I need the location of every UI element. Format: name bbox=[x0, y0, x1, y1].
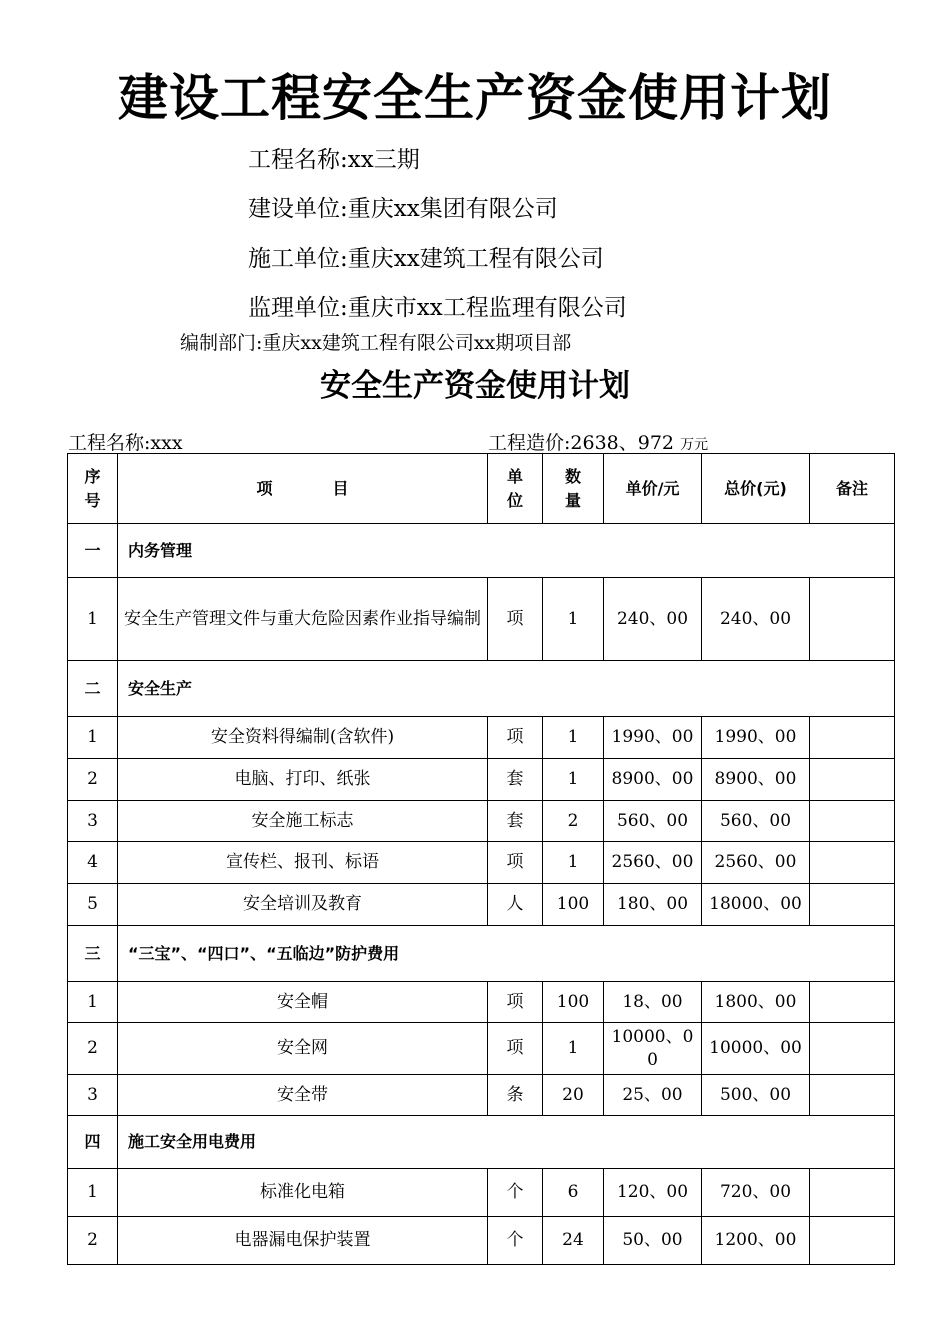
cell-seq: 2 bbox=[68, 759, 118, 801]
cell-price: 180、00 bbox=[604, 884, 702, 926]
section-row bbox=[68, 524, 895, 578]
cell-total: 1800、00 bbox=[702, 982, 810, 1023]
cell-price: 240、00 bbox=[604, 578, 702, 661]
table-row bbox=[68, 1023, 895, 1075]
cell-qty: 1 bbox=[543, 842, 604, 884]
table-project-cost bbox=[488, 428, 708, 455]
cell-unit: 个 bbox=[488, 1217, 543, 1265]
cell-unit: 套 bbox=[488, 801, 543, 842]
cell-seq: 5 bbox=[68, 884, 118, 926]
cell-price: 560、00 bbox=[604, 801, 702, 842]
cell-item: 安全带 bbox=[118, 1075, 488, 1116]
cell-price: 10000、00 bbox=[604, 1023, 702, 1075]
header-total: 总价(元) bbox=[702, 454, 810, 524]
cell-note bbox=[810, 1217, 895, 1265]
cell-unit: 项 bbox=[488, 578, 543, 661]
table-row bbox=[68, 1217, 895, 1265]
cell-total: 10000、00 bbox=[702, 1023, 810, 1075]
info-supervisor: 监理单位:重庆市xx工程监理有限公司 bbox=[248, 295, 627, 321]
section-row bbox=[68, 661, 895, 717]
cell-item: 电器漏电保护装置 bbox=[118, 1217, 488, 1265]
header-unit: 单 位 bbox=[488, 454, 543, 524]
section-name: 安全生产 bbox=[118, 661, 895, 717]
cell-seq: 1 bbox=[68, 717, 118, 759]
cell-note bbox=[810, 1023, 895, 1075]
header-qty: 数 量 bbox=[543, 454, 604, 524]
cell-item: 标准化电箱 bbox=[118, 1169, 488, 1217]
section-name: 内务管理 bbox=[118, 524, 895, 578]
table-row bbox=[68, 982, 895, 1023]
main-title: 建设工程安全生产资金使用计划 bbox=[118, 69, 832, 127]
cell-price: 8900、00 bbox=[604, 759, 702, 801]
sub-title: 安全生产资金使用计划 bbox=[320, 368, 630, 404]
header-item: 项 目 bbox=[118, 454, 488, 524]
cell-qty: 1 bbox=[543, 759, 604, 801]
header-seq: 序 号 bbox=[68, 454, 118, 524]
cell-total: 1990、00 bbox=[702, 717, 810, 759]
table-row bbox=[68, 759, 895, 801]
cell-total: 1200、00 bbox=[702, 1217, 810, 1265]
project-cost-value: 工程造价:2638、972 bbox=[488, 432, 675, 454]
cell-note bbox=[810, 578, 895, 661]
cell-unit: 条 bbox=[488, 1075, 543, 1116]
section-number: 四 bbox=[68, 1116, 118, 1169]
table-header-row bbox=[68, 454, 895, 524]
cell-unit: 项 bbox=[488, 1023, 543, 1075]
department-line: 编制部门:重庆xx建筑工程有限公司xx期项目部 bbox=[180, 332, 572, 354]
section-row bbox=[68, 1116, 895, 1169]
cell-unit: 人 bbox=[488, 884, 543, 926]
cell-price: 1990、00 bbox=[604, 717, 702, 759]
cell-total: 18000、00 bbox=[702, 884, 810, 926]
cell-item: 宣传栏、报刊、标语 bbox=[118, 842, 488, 884]
cell-item: 安全资料得编制(含软件) bbox=[118, 717, 488, 759]
info-client: 建设单位:重庆xx集团有限公司 bbox=[248, 196, 558, 222]
table-row bbox=[68, 842, 895, 884]
cell-seq: 2 bbox=[68, 1217, 118, 1265]
cell-unit: 项 bbox=[488, 842, 543, 884]
table-row bbox=[68, 884, 895, 926]
cell-seq: 1 bbox=[68, 578, 118, 661]
section-name: 施工安全用电费用 bbox=[118, 1116, 895, 1169]
section-number: 二 bbox=[68, 661, 118, 717]
cell-qty: 100 bbox=[543, 884, 604, 926]
cell-item: 安全施工标志 bbox=[118, 801, 488, 842]
cell-seq: 3 bbox=[68, 801, 118, 842]
cell-price: 50、00 bbox=[604, 1217, 702, 1265]
cell-note bbox=[810, 982, 895, 1023]
cell-qty: 2 bbox=[543, 801, 604, 842]
cell-qty: 100 bbox=[543, 982, 604, 1023]
cell-seq: 3 bbox=[68, 1075, 118, 1116]
cell-unit: 套 bbox=[488, 759, 543, 801]
cell-note bbox=[810, 884, 895, 926]
cell-total: 500、00 bbox=[702, 1075, 810, 1116]
cell-item: 安全培训及教育 bbox=[118, 884, 488, 926]
cell-price: 18、00 bbox=[604, 982, 702, 1023]
cell-note bbox=[810, 1075, 895, 1116]
cell-price: 25、00 bbox=[604, 1075, 702, 1116]
cell-unit: 项 bbox=[488, 717, 543, 759]
project-cost-unit: 万元 bbox=[680, 437, 709, 453]
cell-unit: 项 bbox=[488, 982, 543, 1023]
section-number: 一 bbox=[68, 524, 118, 578]
info-project-name: 工程名称:xx三期 bbox=[248, 147, 420, 173]
header-note: 备注 bbox=[810, 454, 895, 524]
cell-price: 120、00 bbox=[604, 1169, 702, 1217]
cell-total: 240、00 bbox=[702, 578, 810, 661]
cell-total: 560、00 bbox=[702, 801, 810, 842]
table-row bbox=[68, 1169, 895, 1217]
cell-note bbox=[810, 717, 895, 759]
cell-qty: 6 bbox=[543, 1169, 604, 1217]
cell-note bbox=[810, 1169, 895, 1217]
cell-price: 2560、00 bbox=[604, 842, 702, 884]
table-row bbox=[68, 801, 895, 842]
table-row bbox=[68, 1075, 895, 1116]
cell-qty: 1 bbox=[543, 717, 604, 759]
cell-total: 2560、00 bbox=[702, 842, 810, 884]
header-price: 单价/元 bbox=[604, 454, 702, 524]
cell-item: 安全生产管理文件与重大危险因素作业指导编制 bbox=[118, 578, 488, 661]
section-row bbox=[68, 926, 895, 982]
cell-seq: 4 bbox=[68, 842, 118, 884]
cell-seq: 2 bbox=[68, 1023, 118, 1075]
cell-note bbox=[810, 759, 895, 801]
cell-item: 安全帽 bbox=[118, 982, 488, 1023]
info-contractor: 施工单位:重庆xx建筑工程有限公司 bbox=[248, 246, 604, 272]
cell-qty: 24 bbox=[543, 1217, 604, 1265]
cell-seq: 1 bbox=[68, 1169, 118, 1217]
table-project-name: 工程名称:xxx bbox=[68, 432, 183, 454]
cell-unit: 个 bbox=[488, 1169, 543, 1217]
cell-note bbox=[810, 801, 895, 842]
cell-seq: 1 bbox=[68, 982, 118, 1023]
cell-item: 安全网 bbox=[118, 1023, 488, 1075]
cell-item: 电脑、打印、纸张 bbox=[118, 759, 488, 801]
table-row bbox=[68, 717, 895, 759]
cell-qty: 20 bbox=[543, 1075, 604, 1116]
cell-total: 8900、00 bbox=[702, 759, 810, 801]
section-name: “三宝”、“四口”、“五临边”防护费用 bbox=[118, 926, 895, 982]
cell-qty: 1 bbox=[543, 1023, 604, 1075]
table-row bbox=[68, 578, 895, 661]
cell-qty: 1 bbox=[543, 578, 604, 661]
cell-total: 720、00 bbox=[702, 1169, 810, 1217]
fund-plan-table bbox=[67, 453, 895, 1265]
cell-note bbox=[810, 842, 895, 884]
section-number: 三 bbox=[68, 926, 118, 982]
